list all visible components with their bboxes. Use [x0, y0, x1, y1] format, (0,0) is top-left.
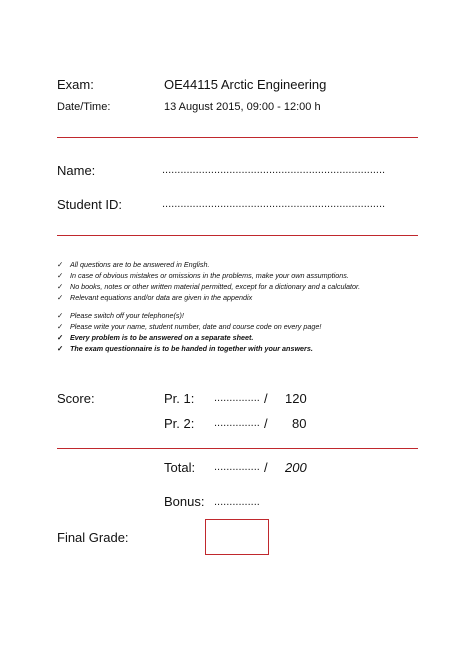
total-field: ...............	[214, 461, 260, 473]
check-icon: ✓	[57, 271, 64, 280]
student-id-label: Student ID:	[57, 197, 123, 212]
student-id-field: .........................................................................	[162, 198, 386, 210]
check-icon: ✓	[57, 344, 64, 353]
divider-1	[57, 137, 418, 138]
check-icon: ✓	[57, 311, 64, 320]
divider-2	[57, 235, 418, 236]
instruction-text: The exam questionnaire is to be handed in together with your answers.	[70, 344, 313, 353]
instruction-item	[57, 333, 253, 342]
final-grade-label: Final Grade:	[57, 530, 129, 545]
instruction-text: Please write your name, student number, date and course code on every page!	[70, 322, 322, 331]
check-icon: ✓	[57, 260, 64, 269]
instruction-item	[57, 260, 209, 269]
instruction-item	[57, 344, 313, 353]
instruction-item	[57, 282, 360, 291]
pr1-field: ...............	[214, 392, 260, 404]
final-grade-box	[205, 519, 269, 555]
pr1-label: Pr. 1:	[164, 391, 195, 406]
instruction-text: No books, notes or other written material permitted, except for a dictionary and a calculator.	[70, 282, 361, 291]
check-icon: ✓	[57, 322, 64, 331]
datetime-value: 13 August 2015, 09:00 - 12:00 h	[164, 101, 321, 113]
bonus-field: ...............	[214, 496, 260, 508]
datetime-label: Date/Time:	[57, 101, 111, 113]
instruction-text: Relevant equations and/or data are given in the appendix	[70, 293, 253, 302]
total-slash: /	[264, 460, 268, 475]
instruction-item	[57, 322, 321, 331]
instruction-text: In case of obvious mistakes or omissions in the problems, make your own assumptions.	[70, 271, 349, 280]
instruction-text: Every problem is to be answered on a separate sheet.	[70, 333, 254, 342]
name-field: .........................................................................	[162, 164, 386, 176]
instruction-item	[57, 271, 349, 280]
pr1-slash: /	[264, 391, 268, 406]
pr2-field: ...............	[214, 417, 260, 429]
pr1-max: 120	[285, 391, 307, 406]
exam-value: OE44115 Arctic Engineering	[164, 77, 327, 92]
check-icon: ✓	[57, 293, 64, 302]
pr2-label: Pr. 2:	[164, 416, 195, 431]
name-label: Name:	[57, 163, 96, 178]
total-label: Total:	[164, 460, 196, 475]
exam-label: Exam:	[57, 77, 94, 92]
instruction-item	[57, 293, 252, 302]
pr2-slash: /	[264, 416, 268, 431]
pr2-max: 80	[292, 416, 307, 431]
bonus-label: Bonus:	[164, 494, 205, 509]
check-icon: ✓	[57, 333, 64, 342]
instruction-text: All questions are to be answered in English.	[70, 260, 210, 269]
divider-3	[57, 448, 418, 449]
check-icon: ✓	[57, 282, 64, 291]
total-max: 200	[285, 460, 307, 475]
score-label: Score:	[57, 391, 95, 406]
instruction-item	[57, 311, 184, 320]
instruction-text: Please switch off your telephone(s)!	[70, 311, 184, 320]
